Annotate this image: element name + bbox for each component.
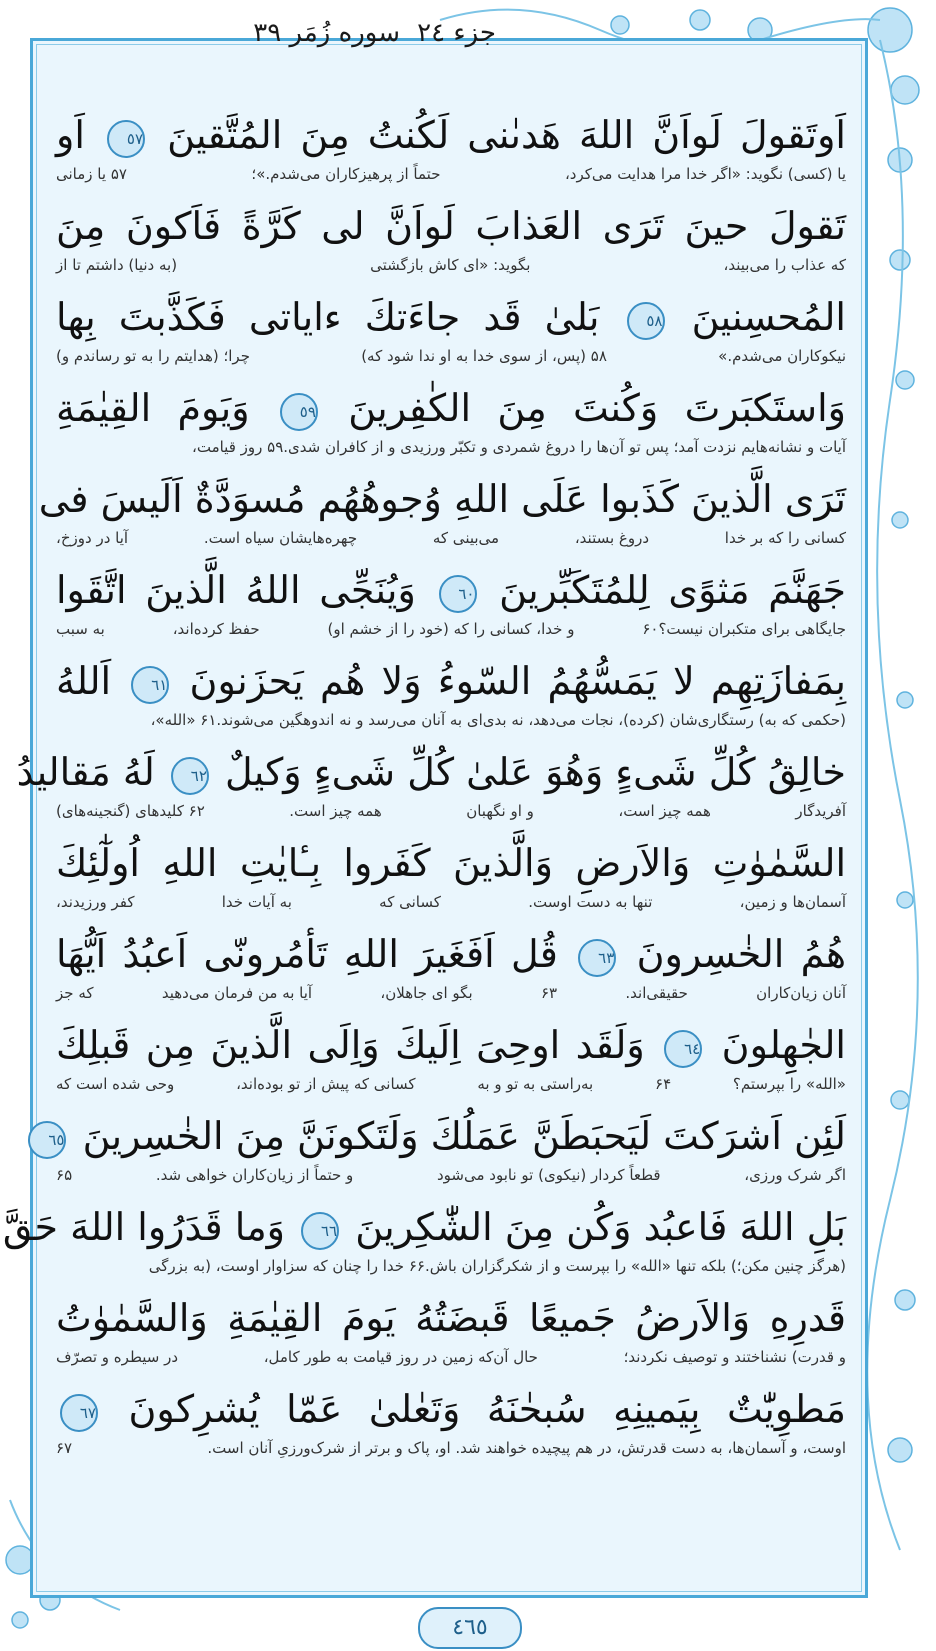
- ayah-number-marker: ٦٢: [171, 757, 209, 795]
- ayah-number-marker: ٦٠: [439, 575, 477, 613]
- translation-text: [56, 708, 846, 734]
- arabic-text: تَرَى الَّذينَ كَذَبوا عَلَى اللهِ وُجوهُهُم مُسوَدَّةٌ اَلَيسَ فى: [38, 477, 846, 521]
- translation-segment: و حتماً از زیان‌کاران خواهی شد.: [155, 1166, 354, 1184]
- translation-text: [56, 1436, 846, 1462]
- translation-text: [56, 1072, 846, 1098]
- verse-line: [2, 1200, 846, 1291]
- translation-segment: به سبب: [56, 620, 105, 638]
- translation-segment: اوست، و آسمان‌ها، به دست قدرتش، در هم پیچیده خواهند شد. او، پاک و برتر از شرک‌ورزیِ آنان است.: [207, 1439, 846, 1457]
- translation-segment: که جز: [56, 984, 94, 1002]
- ayah-number-marker: ٦٧: [60, 1394, 98, 1432]
- arabic-text: الجٰهِلونَ ٦٤ وَلَقَد اوحِىَ اِلَيكَ وَاِلَى الَّذينَ مِن قَبلِكَ: [56, 1023, 846, 1067]
- translation-segment: بگو ای جاهلان،: [380, 984, 473, 1002]
- translation-segment: (حکمی که به) رستگاری‌شان (کرده)، نجات می‌دهد، نه بدی‌ای به آنان می‌رسد و نه اندوهگین می‌شوند.۶۱ «الله»،: [150, 711, 846, 729]
- arabic-text: وَاستَكبَرتَ وَكُنتَ مِنَ الكٰفِرينَ ٥٩ وَيَومَ القِيٰمَةِ: [56, 386, 846, 430]
- translation-segment: و قدرت) نشناختند و توصیف نکردند؛: [623, 1348, 846, 1366]
- translation-segment: (به دنیا) داشتم تا از: [56, 256, 178, 274]
- verse-line: [56, 654, 846, 745]
- verse-line: [56, 290, 846, 381]
- translation-segment: به آیات خدا: [221, 893, 292, 911]
- translation-segment: ۶۵: [56, 1166, 73, 1184]
- translation-segment: کفر ورزیدند،: [56, 893, 135, 911]
- ayah-number-marker: ٥٧: [107, 120, 145, 158]
- arabic-text: قَدرِهِ وَالاَرضُ جَميعًا قَبضَتُهُ يَومَ القِيٰمَةِ وَالسَّمٰوٰتُ: [56, 1296, 846, 1340]
- verse-line: [56, 199, 846, 290]
- translation-segment: آسمان‌ها و زمین،: [739, 893, 846, 911]
- translation-segment: همه چیز است،: [618, 802, 711, 820]
- juz-label: جزء ٢٤: [417, 18, 496, 48]
- translation-segment: چهره‌هایشان سیاه است.: [203, 529, 358, 547]
- arabic-text: هُمُ الخٰسِرونَ ٦٣ قُل اَفَغَيرَ اللهِ تَأمُرونّى اَعبُدُ اَيُّهَا: [56, 932, 846, 976]
- arabic-text: مَطوِيّٰتٌ بِيَمينِهِ سُبحٰنَهُ وَتَعٰلىٰ عَمّا يُشرِكونَ ٦٧: [56, 1382, 846, 1436]
- arabic-text: بَلِ اللهَ فَاعبُد وَكُن مِنَ الشّٰكِرينَ ٦٦ وَما قَدَرُوا اللهَ حَقَّ: [2, 1205, 846, 1249]
- verse-line: [56, 1291, 846, 1382]
- translation-segment: اگر شرک ورزی،: [744, 1166, 846, 1184]
- translation-segment: به‌راستی به تو و به: [477, 1075, 594, 1093]
- translation-segment: همه چیز است.: [289, 802, 382, 820]
- ayah-number-marker: ٦٦: [301, 1212, 339, 1250]
- translation-segment: آنان زیان‌کاران: [756, 984, 846, 1002]
- verse-line: [56, 563, 846, 654]
- verse-line: [48, 1109, 846, 1200]
- arabic-text: اَوتَقولَ لَواَنَّ اللهَ هَدىٰنى لَكُنتُ مِنَ المُتَّقينَ ٥٧ اَو: [56, 113, 846, 157]
- arabic-text: بِمَفازَتِهِم لا يَمَسُّهُمُ السّوءُ وَلا هُم يَحزَنونَ ٦١ اَللهُ: [56, 659, 847, 703]
- translation-text: [56, 890, 846, 916]
- arabic-text: جَهَنَّمَ مَثوًى لِلمُتَكَبِّرينَ ٦٠ وَيُنَجِّى اللهُ الَّذينَ اتَّقَوا: [56, 568, 846, 612]
- translation-segment: آفریدگار: [795, 802, 846, 820]
- translation-segment: در سیطره و تصرّف: [56, 1348, 179, 1366]
- translation-segment: حقیقی‌اند.: [625, 984, 688, 1002]
- translation-segment: حال آن‌که زمین در روز قیامت به طور کامل،: [263, 1348, 538, 1366]
- translation-segment: نیکوکاران می‌شدم.»: [718, 347, 846, 365]
- ayah-number-marker: ٦١: [131, 666, 169, 704]
- translation-segment: ۶۷: [56, 1439, 73, 1457]
- translation-text: [56, 1345, 846, 1371]
- verse-line: [56, 381, 846, 472]
- translation-text: [56, 1163, 846, 1189]
- verse-line: [56, 1018, 846, 1109]
- page-header: [0, 18, 936, 58]
- translation-text: [56, 526, 846, 552]
- translation-segment: یا (کسی) نگوید: «اگر خدا مرا هدایت می‌کرد،: [564, 165, 846, 183]
- surah-title: سوره زُمَر ٣٩: [253, 18, 400, 48]
- translation-segment: ۵۸ (پس، از سوی خدا به او ندا شود که): [361, 347, 607, 365]
- arabic-text: خالِقُ كُلِّ شَىءٍ وَهُوَ عَلىٰ كُلِّ شَىءٍ وَكيلٌ ٦٢ لَهُ مَقاليدُ: [16, 750, 846, 794]
- ayah-number-marker: ٥٩: [280, 393, 318, 431]
- translation-text: [56, 617, 846, 643]
- translation-text: [56, 799, 846, 825]
- translation-segment: می‌بینی که: [432, 529, 500, 547]
- translation-segment: جایگاهی برای متکبران نیست؟۶۰: [642, 620, 846, 638]
- translation-segment: ۵۷ یا زمانی: [56, 165, 127, 183]
- translation-segment: آیا در دوزخ،: [56, 529, 129, 547]
- translation-segment: حتماً از پرهیزکاران می‌شدم.»؛: [251, 165, 441, 183]
- translation-text: [56, 981, 846, 1007]
- translation-segment: کسانی را که بر خدا: [724, 529, 846, 547]
- translation-segment: آیا به من فرمان می‌دهید: [161, 984, 313, 1002]
- translation-text: [56, 344, 846, 370]
- translation-segment: چرا؛ (هدایتم را به تو رساندم و): [56, 347, 250, 365]
- verse-line: [16, 745, 846, 836]
- translation-segment: و خدا، کسانی را که (خود را از خشم او): [327, 620, 575, 638]
- translation-segment: تنها به دست اوست.: [528, 893, 653, 911]
- translation-text: [56, 435, 846, 461]
- translation-segment: ۶۴: [655, 1075, 672, 1093]
- translation-segment: وحی شده است که: [56, 1075, 175, 1093]
- ayah-number-marker: ٦٤: [664, 1030, 702, 1068]
- arabic-text: لَئِن اَشرَكتَ لَيَحبَطَنَّ عَمَلُكَ وَلَتَكونَنَّ مِنَ الخٰسِرينَ ٦٥: [56, 1109, 846, 1163]
- translation-segment: بگوید: «ای کاش بازگشتی: [370, 256, 531, 274]
- translation-segment: «الله» را بپرستم؟: [732, 1075, 846, 1093]
- arabic-text: السَّمٰوٰتِ وَالاَرضِ وَالَّذينَ كَفَروا بِـٔايٰتِ اللهِ اُولٰٓئِكَ: [56, 841, 846, 885]
- translation-segment: و او نگهبان: [466, 802, 534, 820]
- translation-segment: دروغ بستند،: [574, 529, 650, 547]
- arabic-text: المُحسِنينَ ٥٨ بَلىٰ قَد جاءَتكَ ءاياتى فَكَذَّبتَ بِها: [56, 295, 846, 339]
- translation-text: [56, 162, 846, 188]
- page-number: ٤٦٥: [418, 1607, 522, 1649]
- verse-line: [56, 1382, 846, 1473]
- translation-text: [56, 1254, 846, 1280]
- translation-segment: (هرگز چنین مکن؛) بلکه تنها «الله» را بپرست و از شکرگزاران باش.۶۶ خدا را چنان که سزاوار اوست، (به بزرگی: [148, 1257, 846, 1275]
- translation-segment: کسانی که: [379, 893, 441, 911]
- verse-line: [56, 108, 846, 199]
- translation-segment: آیات و نشانه‌هایم نزدت آمد؛ پس تو آن‌ها را دروغ شمردی و تکبّر ورزیدی و از کافران شدی.۵۹ روز قیامت،: [192, 438, 846, 456]
- text-lines: [2, 108, 847, 1473]
- verse-line: [38, 472, 846, 563]
- translation-segment: کسانی که پیش از تو بوده‌اند،: [236, 1075, 416, 1093]
- verse-line: [56, 836, 846, 927]
- translation-segment: ۶۳: [540, 984, 558, 1002]
- translation-segment: که عذاب را می‌بیند،: [723, 256, 846, 274]
- ayah-number-marker: ٦٥: [28, 1121, 66, 1159]
- translation-segment: حفظ کرده‌اند،: [172, 620, 260, 638]
- translation-segment: قطعاً کردار (نیکوی) تو نابود می‌شود: [436, 1166, 661, 1184]
- translation-segment: ۶۲ کلیدهای (گنجینه‌های): [56, 802, 205, 820]
- arabic-text: تَقولَ حينَ تَرَى العَذابَ لَواَنَّ لى كَرَّةً فَاَكونَ مِنَ: [56, 204, 846, 248]
- ayah-number-marker: ٦٣: [578, 939, 616, 977]
- verse-line: [56, 927, 846, 1018]
- translation-text: [56, 253, 846, 279]
- ayah-number-marker: ٥٨: [627, 302, 665, 340]
